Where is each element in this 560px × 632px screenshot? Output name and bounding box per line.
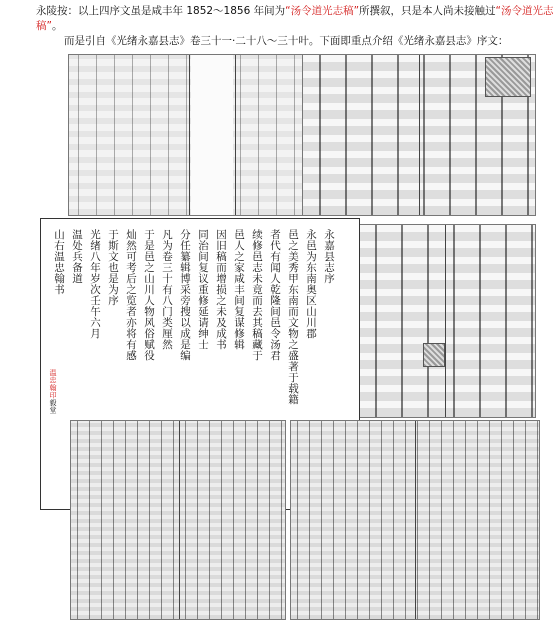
transcript-column: 续修邑志未竟而去其稿藏于 [251, 229, 263, 361]
transcript-column: 同治间复议重修延请绅士 [197, 229, 209, 350]
note-quote1: “汤令道光志稿” [285, 5, 360, 17]
scan-bottom-left [70, 420, 286, 620]
note-line1-end: 。 [51, 20, 63, 32]
transcript-column: 邑人之家咸丰间复谋修辑 [233, 229, 245, 350]
scan-middle-right [358, 224, 536, 418]
transcript-column: 因旧稿而增损之未及成书 [215, 229, 227, 350]
scan-top-right [302, 54, 536, 216]
signature-black: 毅堂 [49, 399, 57, 414]
transcript-column: 于斯文也是为序 [107, 229, 119, 306]
transcript-column: 于是邑之山川人物风俗赋役 [143, 229, 155, 361]
note-line2: 而是引自《光绪永嘉县志》卷三十一·二十八～三十叶。下面即重点介绍《光绪永嘉县志》序文： [64, 35, 509, 47]
transcript-column: 凡为卷三十有八门类厘然 [161, 229, 173, 350]
note-line1-middle: 所撰叙，只是本人尚未接触过 [359, 5, 496, 17]
scan-top-left [68, 54, 304, 216]
note-line1-before: 永陵按：以上四序文虽是咸丰年 1852～1856 年间为 [36, 5, 286, 17]
header-note [36, 4, 556, 49]
transcript-column: 永嘉县志序 [323, 229, 335, 284]
transcript-column: 永邑为东南奥区山川郡 [305, 229, 317, 339]
transcript-column: 分任纂辑博采旁搜以成是编 [179, 229, 191, 361]
transcript-column: 灿然可考后之览者亦将有感 [125, 229, 137, 361]
transcript-column: 者代有闻人乾隆间邑令汤君 [269, 229, 281, 361]
signature-seal-text [47, 369, 59, 414]
scan-bottom-right [290, 420, 540, 620]
transcript-column: 光绪八年岁次壬午六月 [89, 229, 101, 339]
seal-stamp-small [423, 343, 445, 367]
transcript-column: 山右温忠翰书 [53, 229, 65, 295]
seal-stamp [485, 57, 531, 97]
transcript-column: 温处兵备道 [71, 229, 83, 284]
transcript-column: 邑之美秀甲东南而文物之盛著于载籍 [287, 229, 299, 405]
signature-red: 温忠翰印 [49, 369, 57, 399]
note-quote2: “汤令道光志稿” [36, 5, 554, 32]
